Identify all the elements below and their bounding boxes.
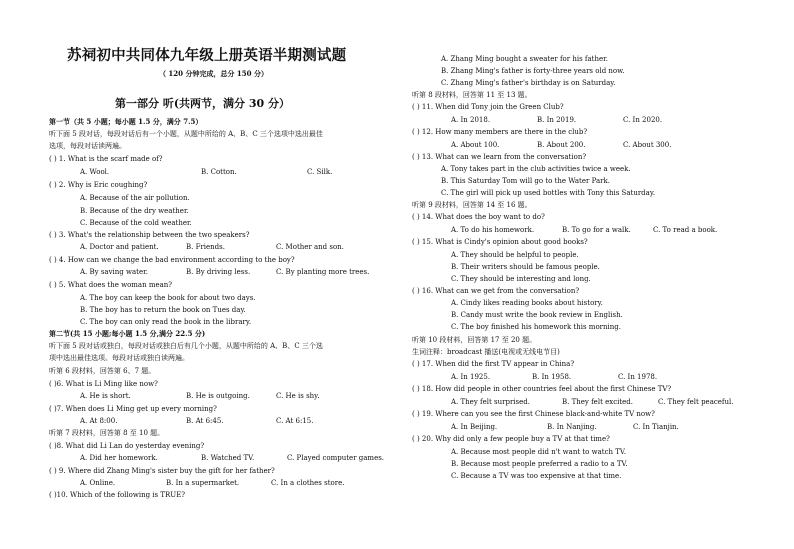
- material-8: 听第 8 段材料，回答第 11 至 13 题。: [412, 91, 532, 99]
- option: C. He is shy.: [276, 392, 320, 400]
- option: C. They felt peaceful.: [658, 398, 734, 406]
- option: A. In 1925.: [451, 373, 491, 381]
- option: B. Friends.: [186, 243, 225, 251]
- option: B. In 2019.: [537, 116, 577, 124]
- section2-title: 第二节(共 15 小题;每小题 1.5 分,满分 22.5 分): [49, 329, 206, 338]
- section1-title: 第一节（共 5 小题；每小题 1.5 分，满分 7.5）: [49, 117, 203, 126]
- question-11: ( ) 11. When did Tony join the Green Club?: [412, 103, 564, 111]
- question-19: ( ) 19. Where can you see the first Chinese black-and-white TV now?: [412, 410, 655, 418]
- option: C. They should be interesting and long.: [451, 275, 591, 283]
- option: C. Silk.: [307, 168, 333, 176]
- option: C. Zhang Ming's father's birthday is on Saturday.: [441, 79, 616, 87]
- option: B. At 6:45.: [186, 417, 224, 425]
- option: C. Because a TV was too expensive at that time.: [451, 472, 622, 480]
- question-16: ( ) 16. What can we get from the conversation?: [412, 287, 580, 295]
- question-18: ( ) 18. How did people in other countries feel about the first Chinese TV?: [412, 385, 672, 393]
- question-8: ( )8. What did Li Lan do yesterday evening?: [49, 442, 205, 450]
- option: A. Tony takes part in the club activities twice a week.: [441, 165, 631, 173]
- option: C. In Tianjin.: [633, 423, 679, 431]
- section2-instruction: 听下面 5 段对话或独白，每段对话或独白后有几个小题，从题中所给的 A、B、C 三个选: [49, 342, 323, 350]
- option: B. Cotton.: [201, 168, 237, 176]
- option: C. Played computer games.: [287, 454, 385, 462]
- material-7: 听第 7 段材料，回答第 8 至 10 题。: [49, 429, 165, 437]
- option: A. In Beijing.: [451, 423, 498, 431]
- option: C. In 1978.: [618, 373, 658, 381]
- question-15: ( ) 15. What is Cindy's opinion about good books?: [412, 238, 588, 246]
- option: B. In Nanjing.: [547, 423, 597, 431]
- option: C. The girl will pick up used bottles with Tony this Saturday.: [441, 189, 656, 197]
- option: A. Doctor and patient.: [80, 243, 159, 251]
- question-10: ( )10. Which of the following is TRUE?: [49, 491, 186, 499]
- option: B. Their writers should be famous people.: [451, 263, 600, 271]
- option: C. In a clothes store.: [271, 479, 345, 487]
- question-2: ( ) 2. Why is Eric coughing?: [49, 181, 148, 189]
- question-1: ( ) 1. What is the scarf made of?: [49, 155, 163, 163]
- option: C. The boy finished his homework this morning.: [451, 323, 621, 331]
- option: B. In a supermarket.: [166, 479, 240, 487]
- option: B. In 1958.: [532, 373, 572, 381]
- question-7: ( )7. When does Li Ming get up every morning?: [49, 405, 217, 413]
- option: A. Because most people did n't want to watch TV.: [451, 448, 626, 456]
- option: A. Wool.: [80, 168, 110, 176]
- section1-instruction: 选项，每段对话读两遍。: [49, 142, 126, 150]
- option: B. Watched TV.: [201, 454, 255, 462]
- section2-instruction: 项中选出最佳选项。每段对话或独白读两遍。: [49, 354, 189, 362]
- option: A. Because of the air pollution.: [80, 194, 190, 202]
- option: B. They felt excited.: [562, 398, 634, 406]
- option: A. In 2018.: [451, 116, 491, 124]
- option: A. About 100.: [451, 141, 500, 149]
- exam-title: 苏祠初中共同体九年级上册英语半期测试题: [67, 47, 347, 64]
- option: C. Because of the cold weather.: [80, 219, 192, 227]
- question-20: ( ) 20. Why did only a few people buy a TV at that time?: [412, 435, 610, 443]
- option: B. He is outgoing.: [186, 392, 250, 400]
- option: B. Zhang Ming's father is forty-three years old now.: [441, 67, 625, 75]
- option: A. Zhang Ming bought a sweater for his father.: [441, 55, 608, 63]
- question-9: ( ) 9. Where did Zhang Ming's sister buy the gift for her father?: [49, 467, 275, 475]
- question-4: ( ) 4. How can we change the bad environment according to the boy?: [49, 256, 295, 264]
- option: C. To read a book.: [653, 226, 718, 234]
- option: C. The boy can only read the book in the library.: [80, 318, 252, 326]
- question-3: ( ) 3. What's the relationship between the two speakers?: [49, 231, 250, 239]
- material-6: 听第 6 段材料，回答第 6、7 题。: [49, 367, 156, 375]
- material-10: 听第 10 段材料，回答第 17 至 20 题。: [412, 336, 537, 344]
- option: A. They should be helpful to people.: [451, 251, 579, 259]
- option: A. Online.: [80, 479, 116, 487]
- option: C. About 300.: [623, 141, 672, 149]
- option: C. At 6:15.: [276, 417, 314, 425]
- question-14: ( ) 14. What does the boy want to do?: [412, 213, 545, 221]
- question-13: ( ) 13. What can we learn from the conversation?: [412, 153, 587, 161]
- option: A. Cindy likes reading books about history.: [451, 299, 603, 307]
- option: A. To do his homework.: [451, 226, 535, 234]
- option: A. The boy can keep the book for about two days.: [80, 294, 256, 302]
- question-17: ( ) 17. When did the first TV appear in China?: [412, 360, 575, 368]
- option: A. Did her homework.: [80, 454, 158, 462]
- vocabulary-note: 生词注释：broadcast 播送(电视或无线电节目): [412, 348, 560, 356]
- option: A. At 8:00.: [80, 417, 118, 425]
- option: C. Mother and son.: [276, 243, 344, 251]
- question-6: ( )6. What is Li Ming like now?: [49, 380, 158, 388]
- question-5: ( ) 5. What does the woman mean?: [49, 281, 173, 289]
- option: A. He is short.: [80, 392, 131, 400]
- option: C. By planting more trees.: [276, 268, 370, 276]
- option: C. In 2020.: [623, 116, 663, 124]
- option: A. By saving water.: [80, 268, 148, 276]
- part1-heading: 第一部分 听(共两节，满分 30 分）: [115, 97, 290, 110]
- option: B. This Saturday Tom will go to the Water Park.: [441, 177, 610, 185]
- option: B. To go for a walk.: [562, 226, 631, 234]
- question-12: ( ) 12. How many members are there in the club?: [412, 128, 588, 136]
- option: B. Candy must write the book review in English.: [451, 311, 623, 319]
- option: A. They felt surprised.: [451, 398, 530, 406]
- option: B. The boy has to return the book on Tues day.: [80, 306, 246, 314]
- option: B. Because most people preferred a radio to a TV.: [451, 460, 628, 468]
- exam-subtitle: （ 120 分钟完成，总分 150 分）: [159, 69, 268, 78]
- option: B. Because of the dry weather.: [80, 207, 189, 215]
- option: B. About 200.: [537, 141, 586, 149]
- material-9: 听第 9 段材料，回答第 14 至 16 题。: [412, 201, 532, 209]
- option: B. By driving less.: [186, 268, 251, 276]
- section1-instruction: 听下面 5 段对话，每段对话后有一个小题，从题中所给的 A、B、C 三个选项中选出最佳: [49, 130, 323, 138]
